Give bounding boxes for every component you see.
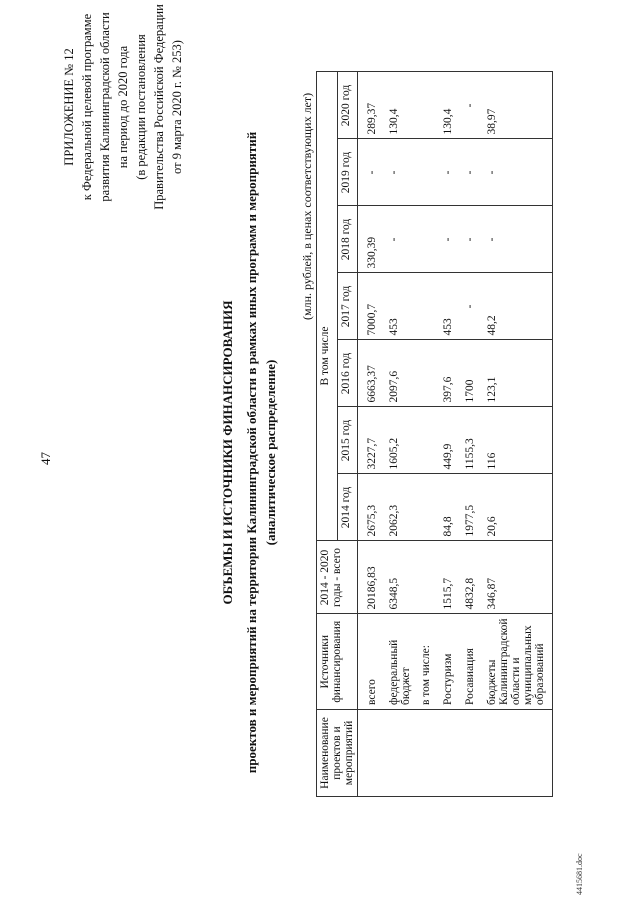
value-cell <box>414 139 436 206</box>
value-cell: - <box>386 206 414 273</box>
source-cell: Росавиация <box>458 614 480 710</box>
project-cell <box>386 710 414 797</box>
value-cell: 397,6 <box>436 340 458 407</box>
header-projects: Наименование проектов и мероприятий <box>317 710 358 797</box>
value-cell: - <box>458 139 480 206</box>
source-cell: Ростуризм <box>436 614 458 710</box>
value-cell: 38,97 <box>480 72 553 139</box>
header-including <box>317 72 338 541</box>
annex-line: развития Калининградской области <box>98 12 112 202</box>
project-cell <box>458 710 480 797</box>
value-cell: 2675,3 <box>358 474 387 541</box>
header-including-label: В том числе <box>319 326 331 386</box>
value-cell: 7000,7 <box>358 273 387 340</box>
project-cell <box>436 710 458 797</box>
value-cell: - <box>458 206 480 273</box>
header-year: 2015 год <box>337 407 358 474</box>
value-cell: 1605,2 <box>386 407 414 474</box>
header-year: 2016 год <box>337 340 358 407</box>
table-row <box>386 72 414 797</box>
annex-line: Правительства Российской Федерации <box>152 4 166 210</box>
table-row <box>358 72 387 797</box>
table-row <box>436 72 458 797</box>
table-row <box>458 72 480 797</box>
value-cell: - <box>480 139 553 206</box>
value-cell <box>414 474 436 541</box>
value-cell: 289,37 <box>358 72 387 139</box>
project-cell <box>480 710 553 797</box>
value-cell: 2062,3 <box>386 474 414 541</box>
source-cell: всего <box>358 614 387 710</box>
source-cell: федеральный бюджет <box>386 614 414 710</box>
value-cell: 20,6 <box>480 474 553 541</box>
header-sources: Источники финансирования <box>317 614 358 710</box>
value-cell: 116 <box>480 407 553 474</box>
total-cell <box>414 541 436 614</box>
project-cell <box>358 710 387 797</box>
document-subtitle: проектов и мероприятий на территории Калининградской области в рамках иных программ и мероприятий <box>244 131 259 774</box>
value-cell: - <box>358 139 387 206</box>
total-cell: 4832,8 <box>458 541 480 614</box>
total-cell: 6348,5 <box>386 541 414 614</box>
value-cell: 453 <box>386 273 414 340</box>
document-title: ОБЪЕМЫ И ИСТОЧНИКИ ФИНАНСИРОВАНИЯ <box>220 300 235 605</box>
financing-table <box>316 72 553 798</box>
value-cell <box>414 72 436 139</box>
annex-line: от 9 марта 2020 г. № 253) <box>170 40 184 174</box>
header-year: 2018 год <box>337 206 358 273</box>
header-year: 2019 год <box>337 139 358 206</box>
value-cell: - <box>458 72 480 139</box>
source-cell: в том числе: <box>414 614 436 710</box>
table-row <box>414 72 436 797</box>
annex-block <box>60 0 186 257</box>
header-total: 2014 - 2020 годы - всего <box>317 541 358 614</box>
value-cell: 2097,6 <box>386 340 414 407</box>
value-cell <box>414 407 436 474</box>
annex-line: (в редакции постановления <box>134 34 148 180</box>
value-cell: 3227,7 <box>358 407 387 474</box>
total-cell: 346,87 <box>480 541 553 614</box>
value-cell: 449,9 <box>436 407 458 474</box>
header-year: 2017 год <box>337 273 358 340</box>
annex-line: на период до 2020 года <box>116 45 130 169</box>
value-cell <box>414 206 436 273</box>
value-cell: 130,4 <box>436 72 458 139</box>
project-cell <box>414 710 436 797</box>
value-cell: 6663,37 <box>358 340 387 407</box>
units-note: (млн. рублей, в ценах соответствующих лет) <box>300 92 314 320</box>
total-cell: 1515,7 <box>436 541 458 614</box>
source-cell: бюджеты Калининградской области и муниципальных образований <box>480 614 553 710</box>
value-cell: 48,2 <box>480 273 553 340</box>
total-cell: 20186,83 <box>358 541 387 614</box>
value-cell <box>414 340 436 407</box>
header-year: 2020 год <box>337 72 358 139</box>
page-number: 47 <box>38 452 53 465</box>
annex-line: ПРИЛОЖЕНИЕ № 12 <box>62 48 76 166</box>
value-cell: - <box>386 139 414 206</box>
value-cell <box>414 273 436 340</box>
value-cell: - <box>458 273 480 340</box>
value-cell: 123,1 <box>480 340 553 407</box>
value-cell: 130,4 <box>386 72 414 139</box>
document-subtitle-note: (аналитическое распределение) <box>263 359 278 546</box>
value-cell: 453 <box>436 273 458 340</box>
footer-file-code: 4415681.doc <box>575 853 584 895</box>
value-cell: 1700 <box>458 340 480 407</box>
value-cell: 1155,3 <box>458 407 480 474</box>
value-cell: - <box>480 206 553 273</box>
header-year: 2014 год <box>337 474 358 541</box>
value-cell: 84,8 <box>436 474 458 541</box>
annex-line: к Федеральной целевой программе <box>80 13 94 201</box>
value-cell: - <box>436 139 458 206</box>
value-cell: - <box>436 206 458 273</box>
value-cell: 1977,5 <box>458 474 480 541</box>
table-row <box>480 72 553 797</box>
value-cell: 330,39 <box>358 206 387 273</box>
